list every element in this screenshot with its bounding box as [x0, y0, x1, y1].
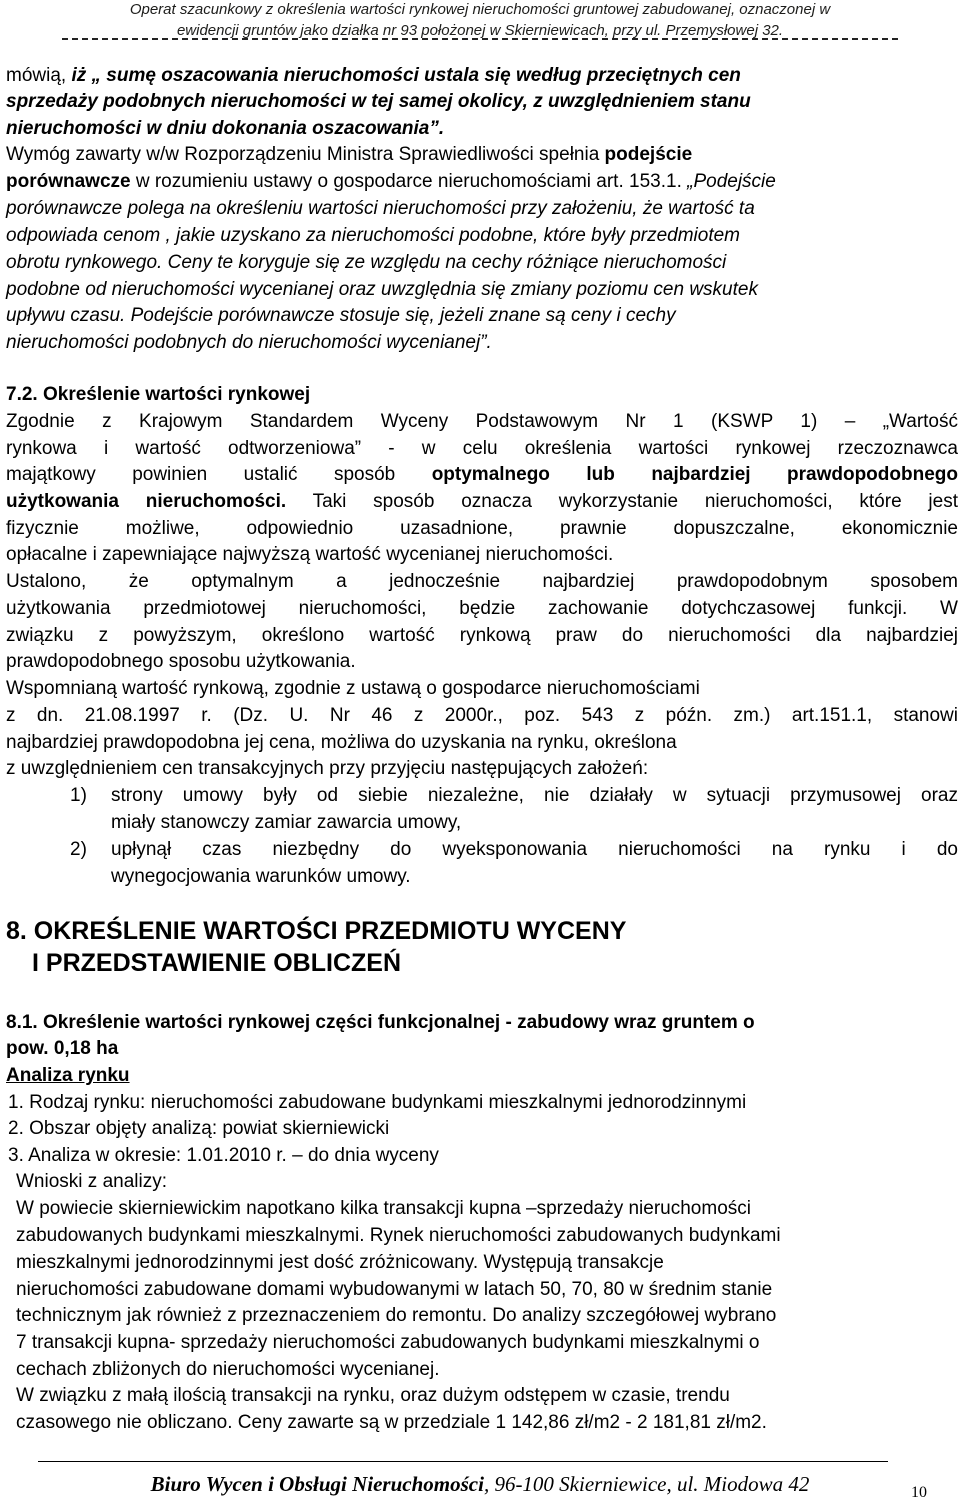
p1-line: mówią, iż „ sumę oszacowania nieruchomości ustala się według przeciętnych cen	[6, 65, 741, 86]
s72-line: prawdopodobnego sposobu użytkowania.	[6, 651, 356, 672]
p1-line: obrotu rynkowego. Ceny te koryguje się ze względu na cechy różniące nieruchomości	[6, 252, 727, 273]
p1-line: podobne od nieruchomości wycenianej oraz uwzględnia się zmiany poziomu cen wskutek	[6, 279, 758, 300]
section-8-1-title: 8.1. Określenie wartości rynkowej części funkcjonalnej - zabudowy wraz gruntem o	[6, 1012, 755, 1033]
p1-line: nieruchomości w dniu dokonania oszacowania”.	[6, 118, 445, 139]
s72-line: majątkowy powinien ustalić sposób optymalnego lub najbardziej prawdopodobnego	[6, 464, 958, 485]
conclusions-line: 7 transakcji kupna- sprzedaży nieruchomości zabudowanych budynkami mieszkalnymi o	[16, 1332, 760, 1353]
market-analysis-heading: Analiza rynku	[6, 1065, 130, 1086]
s72-line: opłacalne i zapewniające najwyższą wartość wycenianej nieruchomości.	[6, 544, 614, 565]
list-item: strony umowy były od siebie niezależne, nie działały w sytuacji przymusowej oraz	[111, 785, 958, 806]
conclusions-line: W powiecie skierniewickim napotkano kilka transakcji kupna –sprzedaży nieruchomości	[16, 1198, 751, 1219]
section-8-heading: I PRZEDSTAWIENIE OBLICZEŃ	[32, 949, 401, 977]
header-line-2: ewidencji gruntów jako działka nr 93 położonej w Skierniewicach, przy ul. Przemysłowej 32.	[176, 22, 784, 39]
page-number: 10	[911, 1484, 927, 1501]
section-8-1-title: pow. 0,18 ha	[6, 1038, 119, 1059]
p1-line: odpowiada cenom , jakie uzyskano za nieruchomości podobne, które były przedmiotem	[6, 225, 741, 246]
analysis-item: 2. Obszar objęty analizą: powiat skierniewicki	[8, 1118, 390, 1139]
conclusions-line: czasowego nie obliczano. Ceny zawarte są w przedziale 1 142,86 zł/m2 - 2 181,81 zł/m2.	[16, 1412, 767, 1433]
conclusions-label: Wnioski z analizy:	[16, 1171, 167, 1192]
p1-line: Wymóg zawarty w/w Rozporządzeniu Ministra Sprawiedliwości spełnia podejście	[6, 144, 693, 165]
analysis-item: 1. Rodzaj rynku: nieruchomości zabudowane budynkami mieszkalnymi jednorodzinnymi	[8, 1092, 747, 1113]
p1-line: sprzedaży podobnych nieruchomości w tej samej okolicy, z uwzględnieniem stanu	[6, 91, 751, 112]
section-8-heading: 8. OKREŚLENIE WARTOŚCI PRZEDMIOTU WYCENY	[6, 917, 627, 945]
conclusions-line: technicznym jak również z przeznaczeniem do remontu. Do analizy szczegółowej wybrano	[16, 1305, 777, 1326]
s72-line: Ustalono, że optymalnym a jednocześnie najbardziej prawdopodobnym sposobem	[6, 571, 958, 592]
list-item-number: 2)	[70, 839, 87, 860]
s72-line: związku z powyższym, określono wartość rynkową praw do nieruchomości dla najbardziej	[6, 625, 958, 646]
s72-line: Wspomnianą wartość rynkową, zgodnie z ustawą o gospodarce nieruchomościami	[6, 678, 700, 699]
s72-line: z uwzględnieniem cen transakcyjnych przy przyjęciu następujących założeń:	[6, 758, 649, 779]
analysis-item: 3. Analiza w okresie: 1.01.2010 r. – do dnia wyceny	[8, 1145, 439, 1166]
header-line-1: Operat szacunkowy z określenia wartości rynkowej nieruchomości gruntowej zabudowanej, oznaczonej w	[129, 1, 831, 18]
conclusions-line: nieruchomości zabudowane domami wybudowanymi w latach 50, 70, 80 w średnim stanie	[16, 1279, 773, 1300]
s72-line: najbardziej prawdopodobna jej cena, możliwa do uzyskania na rynku, określona	[6, 732, 677, 753]
footer: Biuro Wycen i Obsługi Nieruchomości, 96-100 Skierniewice, ul. Miodowa 42	[150, 1472, 810, 1496]
s72-line: fizycznie możliwe, odpowiednio uzasadnione, prawnie dopuszczalne, ekonomicznie	[6, 518, 958, 539]
header-dashed-rule	[62, 38, 898, 52]
s72-line: Zgodnie z Krajowym Standardem Wyceny Podstawowym Nr 1 (KSWP 1) – „Wartość	[6, 411, 958, 432]
p1-line: porównawcze w rozumieniu ustawy o gospodarce nieruchomościami art. 153.1. „Podejście	[6, 171, 776, 192]
list-item: wynegocjowania warunków umowy.	[111, 866, 411, 887]
section-7-2-title: 7.2. Określenie wartości rynkowej	[6, 384, 311, 405]
list-item: miały stanowczy zamiar zawarcia umowy,	[111, 812, 462, 833]
s72-line: użytkowania nieruchomości. Taki sposób oznacza wykorzystanie nieruchomości, które jest	[6, 491, 958, 512]
conclusions-line: mieszkalnymi jednorodzinnymi jest dość zróżnicowany. Występują transakcje	[16, 1252, 664, 1273]
footer-rule	[38, 1461, 888, 1462]
list-item: upłynął czas niezbędny do wyeksponowania nieruchomości na rynku i do	[111, 839, 958, 860]
p1-line: upływu czasu. Podejście porównawcze stosuje się, jeżeli znane są ceny i cechy	[6, 305, 676, 326]
s72-line: rynkowa i wartość odtworzeniowa” - w celu określenia wartości rynkowej rzeczoznawca	[6, 438, 958, 459]
s72-line: użytkowania przedmiotowej nieruchomości, będzie zachowanie dotychczasowej funkcji. W	[6, 598, 958, 619]
conclusions-line: zabudowanych budynkami mieszkalnymi. Rynek nieruchomości zabudowanych budynkami	[16, 1225, 781, 1246]
s72-line: z dn. 21.08.1997 r. (Dz. U. Nr 46 z 2000r., poz. 543 z późn. zm.) art.151.1, stanowi	[6, 705, 958, 726]
p1-line: porównawcze polega na określeniu wartości nieruchomości przy założeniu, że wartość ta	[6, 198, 755, 219]
p1-line: nieruchomości podobnych do nieruchomości wycenianej”.	[6, 332, 492, 353]
conclusions-line: cechach zbliżonych do nieruchomości wycenianej.	[16, 1359, 440, 1380]
conclusions-line: W związku z małą ilością transakcji na rynku, oraz dużym odstępem w czasie, trendu	[16, 1385, 730, 1406]
list-item-number: 1)	[70, 785, 87, 806]
